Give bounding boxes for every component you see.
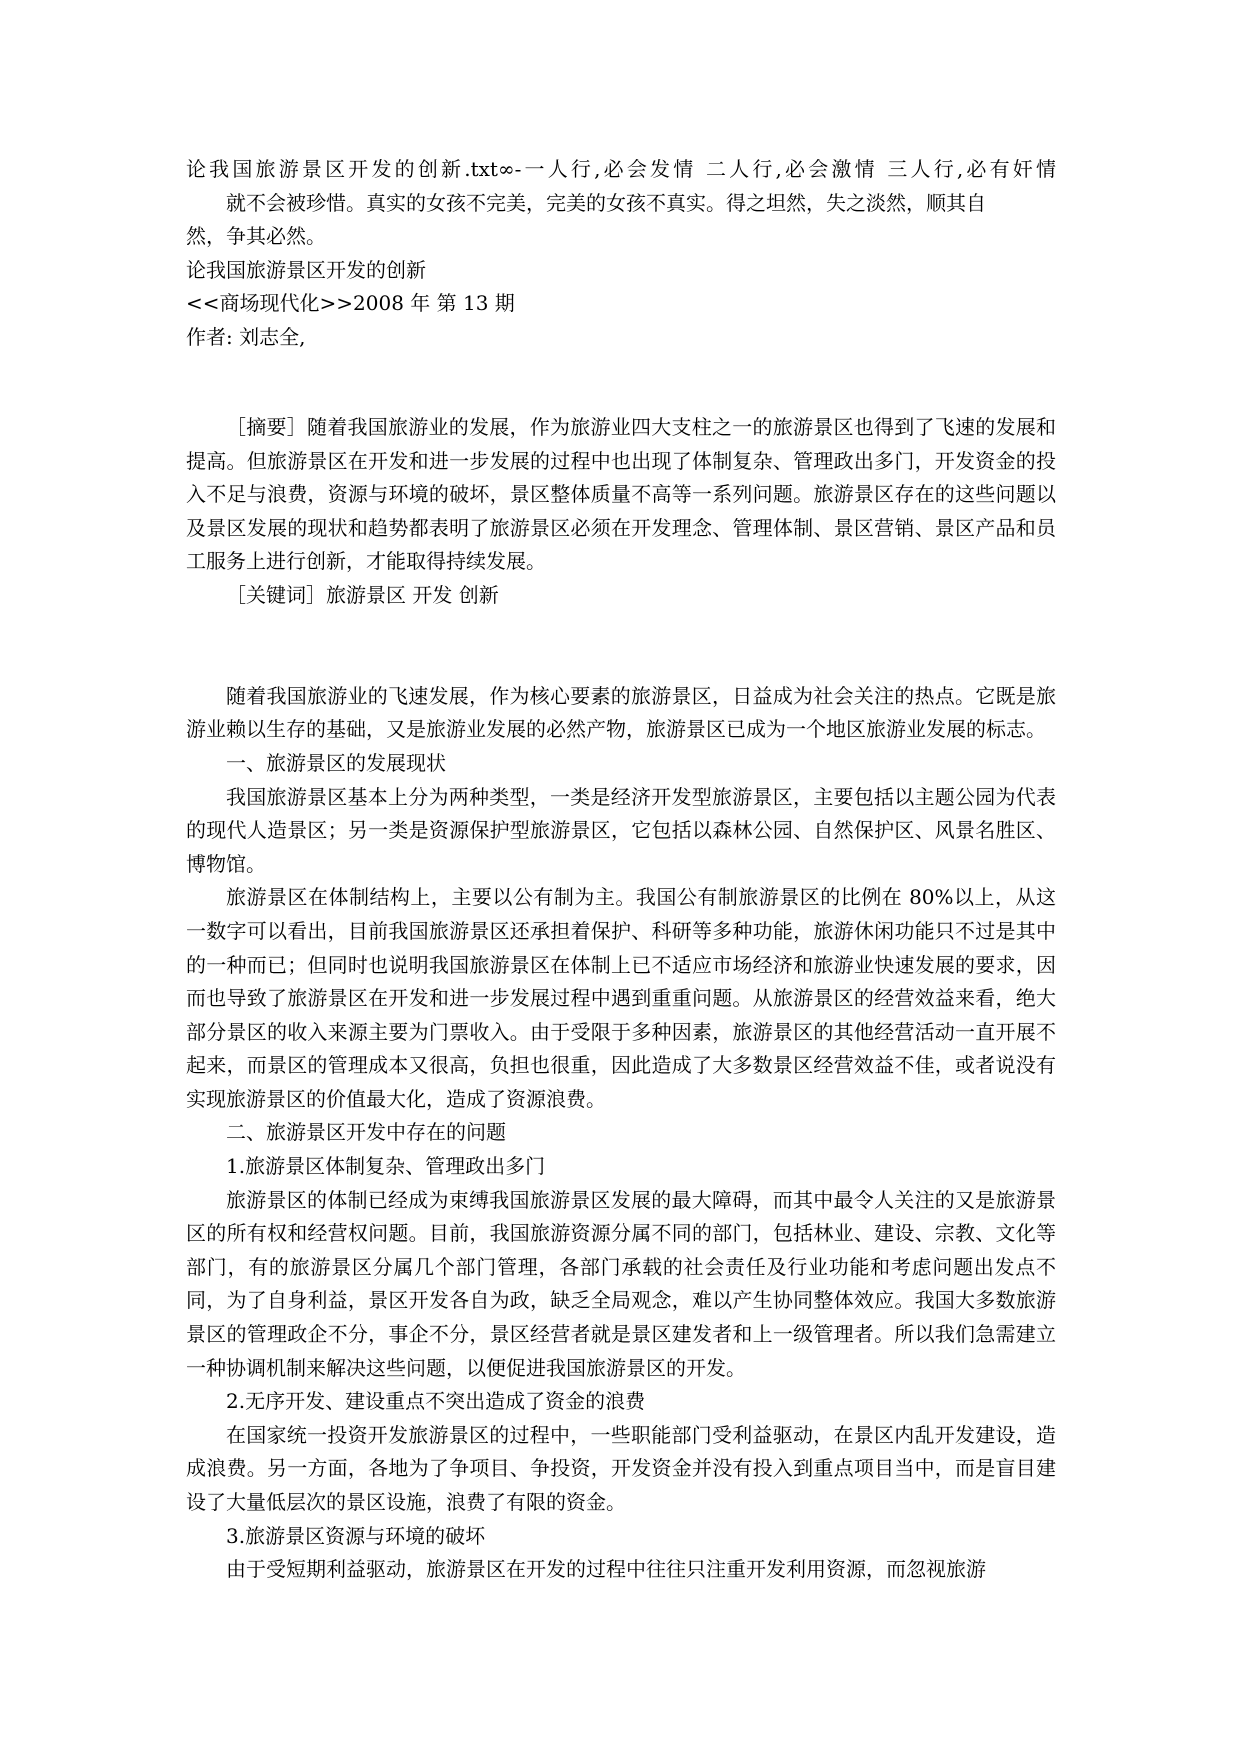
article-source: <<商场现代化>>2008 年 第 13 期 bbox=[186, 291, 515, 316]
abstract-paragraph: ［摘要］随着我国旅游业的发展，作为旅游业四大支柱之一的旅游景区也得到了飞速的发展和提高。但旅游景区在开发和进一步发展的过程中也出现了体制复杂、管理政出多门，开发资金的投入不足与浪费，资源与环境的破坏，景区整体质量不高等一系列问题。旅游景区存在的这些问题以及景区发展的现状和趋势都表明了旅游景区必须在开发理念、管理体制、景区营销、景区产品和员工服务上进行创新，才能取得持续发展。 bbox=[186, 415, 1056, 574]
subsection-heading-3: 3.旅游景区资源与环境的破坏 bbox=[226, 1523, 486, 1548]
keywords-line: ［关键词］旅游景区 开发 创新 bbox=[226, 582, 499, 607]
document-header bbox=[186, 153, 1056, 355]
subsection-2-paragraph: 在国家统一投资开发旅游景区的过程中，一些职能部门受利益驱动，在景区内乱开发建设，造成浪费。另一方面，各地为了争项目、争投资，开发资金并没有投入到重点项目当中，而是盲目建设了大量低层次的景区设施，浪费了有限的资金。 bbox=[186, 1422, 1056, 1514]
section-1-paragraph-2: 旅游景区在体制结构上，主要以公有制为主。我国公有制旅游景区的比例在 80%以上，从这一数字可以看出，目前我国旅游景区还承担着保护、科研等多种功能，旅游休闲功能只不过是其中的一种而已；但同时也说明我国旅游景区在体制上已不适应市场经济和旅游业快速发展的要求，因而也导致了旅游景区在开发和进一步发展过程中遇到重重问题。从旅游景区的经营效益来看，绝大部分景区的收入来源主要为门票收入。由于受限于多种因素，旅游景区的其他经营活动一直开展不起来，而景区的管理成本又很高，负担也很重，因此造成了大多数景区经营效益不佳，或者说没有实现旅游景区的价值最大化，造成了资源浪费。 bbox=[186, 885, 1056, 1111]
spacer bbox=[186, 613, 1056, 680]
section-heading-2: 二、旅游景区开发中存在的问题 bbox=[226, 1120, 506, 1145]
subsection-3-paragraph: 由于受短期利益驱动，旅游景区在开发的过程中往往只注重开发利用资源，而忽视旅游 bbox=[226, 1557, 986, 1582]
section-heading-1: 一、旅游景区的发展现状 bbox=[226, 750, 446, 775]
header-line-1: 论我国旅游景区开发的创新.txt∞-一人行,必会发情 二人行,必会激情 三人行,必有奸情 bbox=[186, 157, 1056, 181]
article-title: 论我国旅游景区开发的创新 bbox=[186, 257, 426, 282]
subsection-heading-2: 2.无序开发、建设重点不突出造成了资金的浪费 bbox=[226, 1389, 646, 1414]
section-1-paragraph-1: 我国旅游景区基本上分为两种类型，一类是经济开发型旅游景区，主要包括以主题公园为代表的现代人造景区；另一类是资源保护型旅游景区，它包括以森林公园、自然保护区、风景名胜区、博物馆。 bbox=[186, 784, 1056, 876]
article-body bbox=[186, 411, 1056, 1587]
header-line-3: 然，争其必然。 bbox=[186, 224, 326, 249]
subsection-1-paragraph: 旅游景区的体制已经成为束缚我国旅游景区发展的最大障碍，而其中最令人关注的又是旅游景区的所有权和经营权问题。目前，我国旅游资源分属不同的部门，包括林业、建设、宗教、文化等部门，有的旅游景区分属几个部门管理，各部门承载的社会责任及行业功能和考虑问题出发点不同，为了自身利益，景区开发各自为政，缺乏全局观念，难以产生协同整体效应。我国大多数旅游景区的管理政企不分，事企不分，景区经营者就是景区建发者和上一级管理者。所以我们急需建立一种协调机制来解决这些问题，以便促进我国旅游景区的开发。 bbox=[186, 1187, 1056, 1380]
header-line-2: 就不会被珍惜。真实的女孩不完美，完美的女孩不真实。得之坦然，失之淡然，顺其自 bbox=[226, 190, 986, 215]
intro-paragraph: 随着我国旅游业的飞速发展，作为核心要素的旅游景区，日益成为社会关注的热点。它既是旅游业赖以生存的基础，又是旅游业发展的必然产物，旅游景区已成为一个地区旅游业发展的标志。 bbox=[186, 683, 1056, 742]
subsection-heading-1: 1.旅游景区体制复杂、管理政出多门 bbox=[226, 1154, 546, 1179]
article-author: 作者: 刘志全, bbox=[186, 324, 306, 349]
